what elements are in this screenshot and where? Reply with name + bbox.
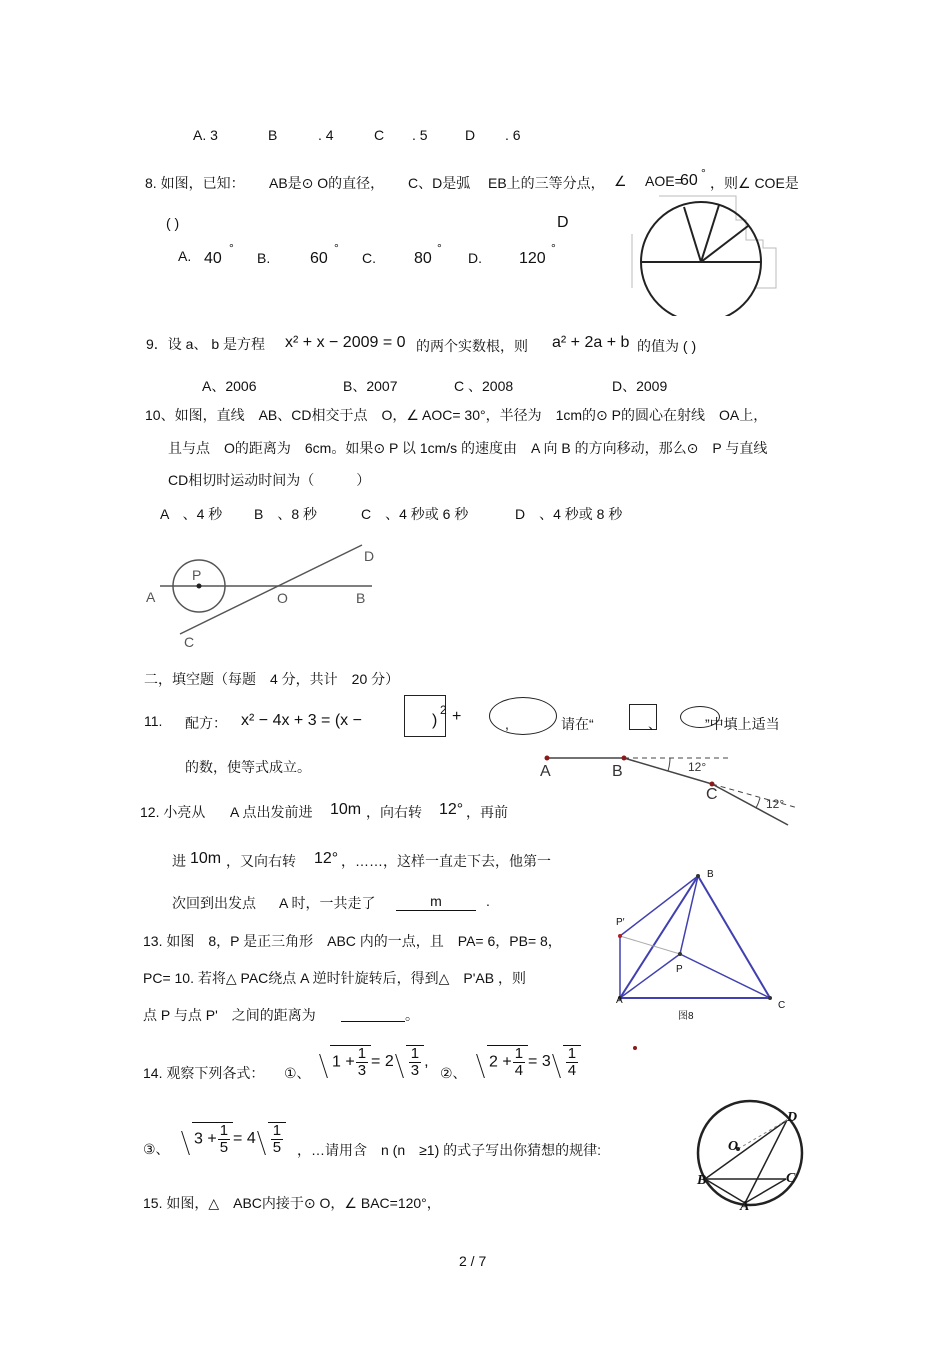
q9-tail: 的值为 ( ) bbox=[637, 338, 697, 354]
q10-option-a: A 、4 秒 bbox=[160, 506, 223, 522]
q11-square: 2 bbox=[440, 703, 447, 717]
q9-mid: 的两个实数根，则 bbox=[416, 338, 528, 354]
q12-angle-2: 12° bbox=[314, 850, 339, 867]
q8-opt-b-value: 60 bbox=[310, 250, 328, 267]
q15-fig-label-o: O bbox=[728, 1139, 739, 1154]
q10-fig-label-b: B bbox=[356, 590, 366, 606]
q11-comma: , bbox=[505, 716, 509, 732]
q12-fig-angle-2: 12° bbox=[766, 797, 785, 811]
q12-blank: m bbox=[430, 893, 442, 909]
q12-line1d: ，再前 bbox=[466, 804, 508, 820]
q12-fig-label-a: A bbox=[540, 763, 551, 780]
q14-case-2-label: ②、 bbox=[440, 1065, 467, 1081]
q8-opt-d-deg: ° bbox=[551, 241, 556, 255]
q8-opt-a-deg: ° bbox=[229, 241, 234, 255]
q14-case-1: 1 + $\frac{1}{3}$ = 2 $\frac{1}{3}$ , bbox=[332, 1045, 429, 1079]
q8-opt-c-value: 80 bbox=[414, 250, 432, 267]
q14-tail: ，…请用含 n (n ≥1) 的式子写出你猜想的规律: bbox=[297, 1142, 602, 1158]
q8-tail: ，则∠ COE是 bbox=[710, 175, 799, 191]
q13-line3: 点 P 与点 P' 之间的距离为 bbox=[143, 1007, 316, 1023]
q11-number: 11. bbox=[144, 713, 163, 729]
q13-fig-label-p-prime: P′ bbox=[616, 917, 625, 928]
q11-mid: 、 bbox=[648, 716, 662, 732]
q12-distance-2: 10m bbox=[190, 850, 222, 867]
q7-option-d-value: . 6 bbox=[505, 127, 521, 143]
q9-option-d: D、2009 bbox=[612, 378, 668, 394]
q12-line3a: 次回到出发点 bbox=[172, 895, 256, 911]
q10-option-c: C 、4 秒或 6 秒 bbox=[361, 506, 469, 522]
q8-d-mark: D bbox=[557, 214, 569, 231]
q8-opt-c-deg: ° bbox=[437, 241, 442, 255]
q8-deg-sign: ° bbox=[701, 166, 706, 180]
q11-answer-oval bbox=[489, 697, 557, 735]
q8-opt-c: C. bbox=[362, 250, 376, 266]
q8-opt-b-deg: ° bbox=[334, 241, 339, 255]
q8-paren: ( ) bbox=[166, 215, 180, 231]
q13-fig-label-a: A bbox=[616, 995, 623, 1006]
q12-angle: 12° bbox=[439, 801, 464, 818]
q11-equation: x² − 4x + 3 = (x − bbox=[241, 712, 362, 729]
q13-blank-underline bbox=[341, 1021, 405, 1022]
q11-label: 配方： bbox=[185, 715, 227, 731]
q12-line2c: ，……，这样一直走下去，他第一 bbox=[341, 853, 551, 869]
q12-distance: 10m bbox=[330, 801, 362, 818]
q7-option-a: A. 3 bbox=[193, 127, 218, 143]
q15-line: 15. 如图，△ ABC内接于⊙ O，∠ BAC=120°， bbox=[143, 1195, 441, 1211]
q10-fig-label-p: P bbox=[192, 567, 202, 583]
q10-line3: CD相切时运动时间为（ ） bbox=[168, 472, 371, 488]
q12-line1c: ，向右转 bbox=[366, 804, 422, 820]
page-number: 2 / 7 bbox=[459, 1253, 487, 1269]
q11-tail: ”中填上适当 bbox=[705, 716, 780, 732]
q8-opt-a-value: 40 bbox=[204, 250, 222, 267]
q8-opt-b: B. bbox=[257, 250, 271, 266]
q7-option-d: D bbox=[465, 127, 476, 143]
q12-fig-angle-1: 12° bbox=[688, 760, 707, 774]
q8-figure bbox=[626, 188, 786, 316]
q14-case-2: 2 + $\frac{1}{4}$ = 3 $\frac{1}{4}$ bbox=[475, 1045, 581, 1079]
q14-label: 14. 观察下列各式： bbox=[143, 1065, 265, 1081]
q8-angle: ∠ bbox=[614, 173, 627, 189]
q7-option-c: C bbox=[374, 127, 385, 143]
q13-fig-label-b: B bbox=[707, 869, 714, 880]
q13-line1: 13. 如图 8，P 是正三角形 ABC 内的一点，且 PA= 6，PB= 8， bbox=[143, 933, 562, 949]
q9-option-c: C 、2008 bbox=[454, 378, 514, 394]
q15-fig-label-a: A bbox=[740, 1199, 750, 1214]
q15-figure bbox=[690, 1095, 820, 1215]
q8-aoe: AOE= bbox=[645, 173, 683, 189]
q8-line1: 8. 如图，已知： bbox=[145, 175, 245, 191]
q10-fig-label-o: O bbox=[277, 590, 288, 606]
q13-end: 。 bbox=[405, 1007, 419, 1023]
q14-case-3: 3 + $\frac{1}{5}$ = 4 $\frac{1}{5}$ bbox=[180, 1122, 286, 1156]
q10-option-b: B 、8 秒 bbox=[254, 506, 318, 522]
q13-fig-caption: 图8 bbox=[678, 1011, 694, 1022]
q13-line2: PC= 10. 若将△ PAC绕点 A 逆时针旋转后，得到△ P'AB ，则 bbox=[143, 970, 526, 986]
q12-line1a: 12. 小亮从 bbox=[140, 804, 206, 820]
q7-option-c-value: . 5 bbox=[412, 127, 428, 143]
q8-opt-a: A. bbox=[178, 248, 192, 264]
q11-close-paren: ) bbox=[432, 712, 438, 729]
q13-fig-label-c: C bbox=[778, 1000, 786, 1011]
q8-deg-value: 60 bbox=[680, 172, 698, 189]
q12-figure bbox=[530, 748, 800, 838]
q12-line2a: 进 bbox=[172, 853, 186, 869]
q11-ask: 请在“ bbox=[561, 716, 594, 732]
q8-opt-d-value: 120 bbox=[519, 250, 546, 267]
q11-line2: 的数，使等式成立。 bbox=[185, 759, 311, 775]
q12-fig-label-c: C bbox=[706, 786, 718, 803]
q14-case-3-label: ③、 bbox=[143, 1141, 170, 1157]
q15-fig-label-d: D bbox=[787, 1110, 798, 1125]
q7-option-b: B bbox=[268, 127, 278, 143]
q12-fig-label-b: B bbox=[612, 763, 623, 780]
q12-end: . bbox=[486, 893, 490, 909]
q9-option-b: B、2007 bbox=[343, 378, 398, 394]
q9-equation: x² + x − 2009 = 0 bbox=[285, 334, 406, 351]
q8-line1d: EB上的三等分点， bbox=[488, 175, 605, 191]
q10-fig-label-c: C bbox=[184, 634, 195, 650]
section-2-heading: 二，填空题（每题 4 分，共计 20 分） bbox=[144, 671, 400, 687]
q10-fig-label-d: D bbox=[364, 548, 375, 564]
q8-line1b: AB是⊙ O的直径， bbox=[269, 175, 385, 191]
q7-option-b-value: . 4 bbox=[318, 127, 334, 143]
q10-line1: 10、如图，直线 AB、CD相交于点 O，∠ AOC= 30°，半径为 1cm的⊙ P的圆心在射线 OA上， bbox=[145, 407, 768, 423]
stray-dot bbox=[633, 1046, 637, 1050]
q12-line1b: A 点出发前进 bbox=[230, 804, 313, 820]
q8-opt-d: D. bbox=[468, 250, 482, 266]
q8-line1c: C、D是弧 bbox=[408, 175, 471, 191]
q10-figure bbox=[140, 542, 380, 652]
q15-fig-label-b: B bbox=[697, 1173, 707, 1188]
q15-fig-label-c: C bbox=[786, 1171, 796, 1186]
q9-option-a: A、2006 bbox=[202, 378, 257, 394]
q10-line2: 且与点 O的距离为 6cm。如果⊙ P 以 1cm/s 的速度由 A 向 B 的方向移动，那么⊙ P 与直线 bbox=[168, 440, 768, 456]
q12-blank-underline bbox=[396, 910, 476, 911]
q10-option-d: D 、4 秒或 8 秒 bbox=[515, 506, 623, 522]
q13-fig-label-p: P bbox=[676, 964, 683, 975]
q10-fig-label-a: A bbox=[146, 589, 156, 605]
q11-plus: + bbox=[452, 708, 462, 725]
q12-line3b: A 时，一共走了 bbox=[279, 895, 376, 911]
q9-label: 9．设 a、 b 是方程 bbox=[146, 336, 266, 352]
q9-expression: a² + 2a + b bbox=[552, 334, 630, 351]
q13-figure bbox=[612, 866, 782, 1006]
q12-line2b: ，又向右转 bbox=[226, 853, 296, 869]
q14-case-1-label: ①、 bbox=[284, 1065, 311, 1081]
